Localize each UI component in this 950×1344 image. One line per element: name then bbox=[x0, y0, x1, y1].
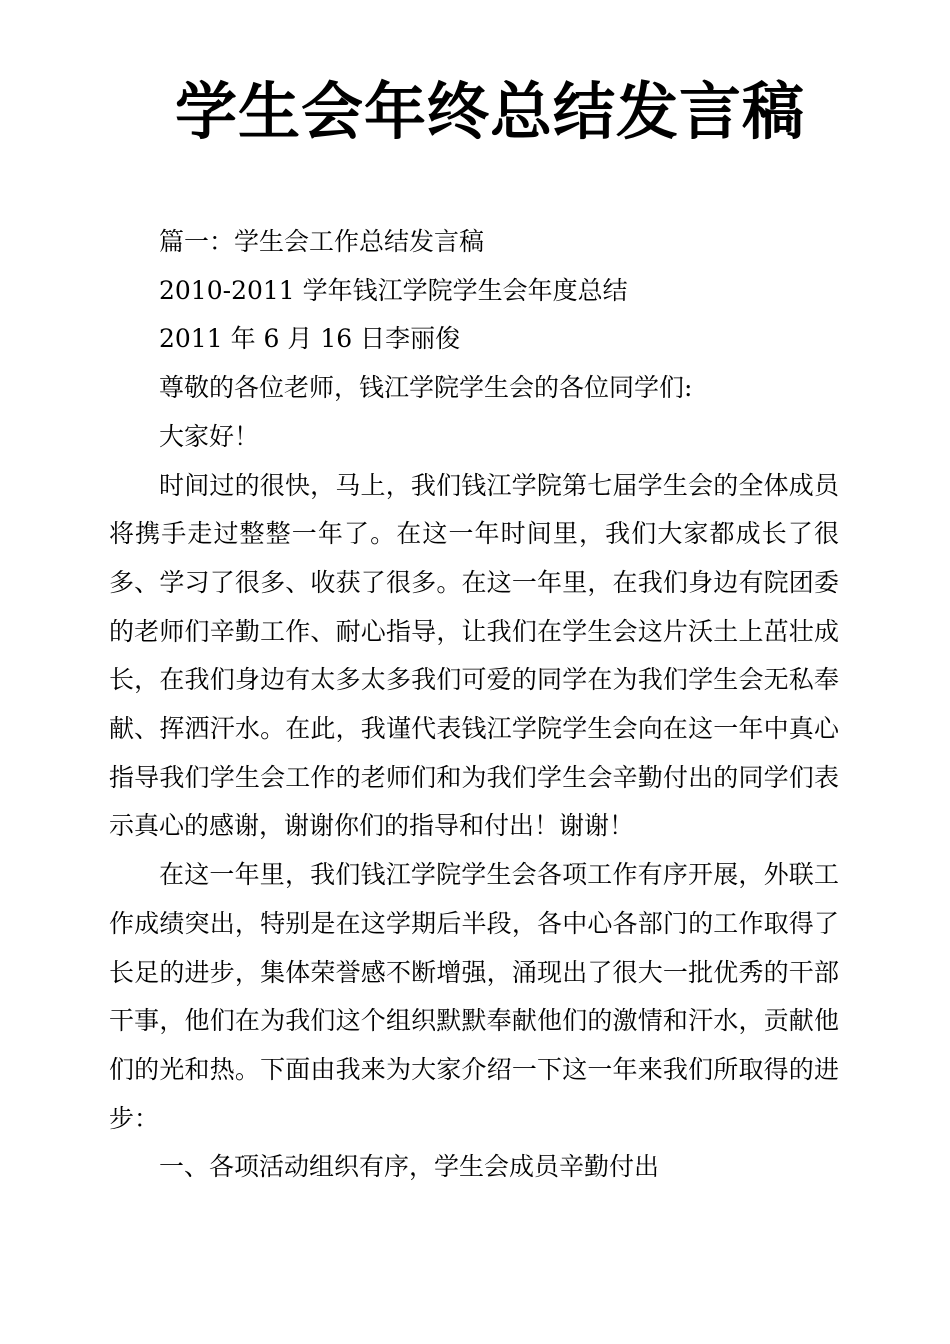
document-body bbox=[109, 218, 839, 1192]
date-author-line: 2011 年 6 月 16 日李丽俊 bbox=[159, 324, 461, 354]
body-paragraph-1: 时间过的很快，马上，我们钱江学院第七届学生会的全体成员将携手走过整整一年了。在这一年时间里，我们大家都成长了很多、学习了很多、收获了很多。在这一年里，在我们身边有院团委的老师们辛勤工作、耐心指导，让我们在学生会这片沃土上茁壮成长，在我们身边有太多太多我们可爱的同学在为我们学生会无私奉献、挥洒汗水。在此，我谨代表钱江学院学生会向在这一年中真心指导我们学生会工作的老师们和为我们学生会辛勤付出的同学们表示真心的感谢，谢谢你们的指导和付出！谢谢！ bbox=[109, 470, 839, 841]
body-paragraph-2: 在这一年里，我们钱江学院学生会各项工作有序开展，外联工作成绩突出，特别是在这学期后半段，各中心各部门的工作取得了长足的进步，集体荣誉感不断增强，涌现出了很大一批优秀的干部干事，他们在为我们这个组织默默奉献他们的激情和汗水，贡献他们的光和热。下面由我来为大家介绍一下这一年来我们所取得的进步： bbox=[109, 860, 839, 1133]
document-title: 学生会年终总结发言稿 bbox=[174, 75, 805, 148]
salutation-line: 尊敬的各位老师，钱江学院学生会的各位同学们: bbox=[159, 373, 693, 403]
section-heading: 一、各项活动组织有序，学生会成员辛勤付出 bbox=[159, 1152, 660, 1182]
subtitle-line: 篇一：学生会工作总结发言稿 bbox=[159, 227, 485, 256]
report-title-line: 2010-2011 学年钱江学院学生会年度总结 bbox=[159, 275, 628, 305]
greeting-line: 大家好！ bbox=[159, 421, 260, 451]
